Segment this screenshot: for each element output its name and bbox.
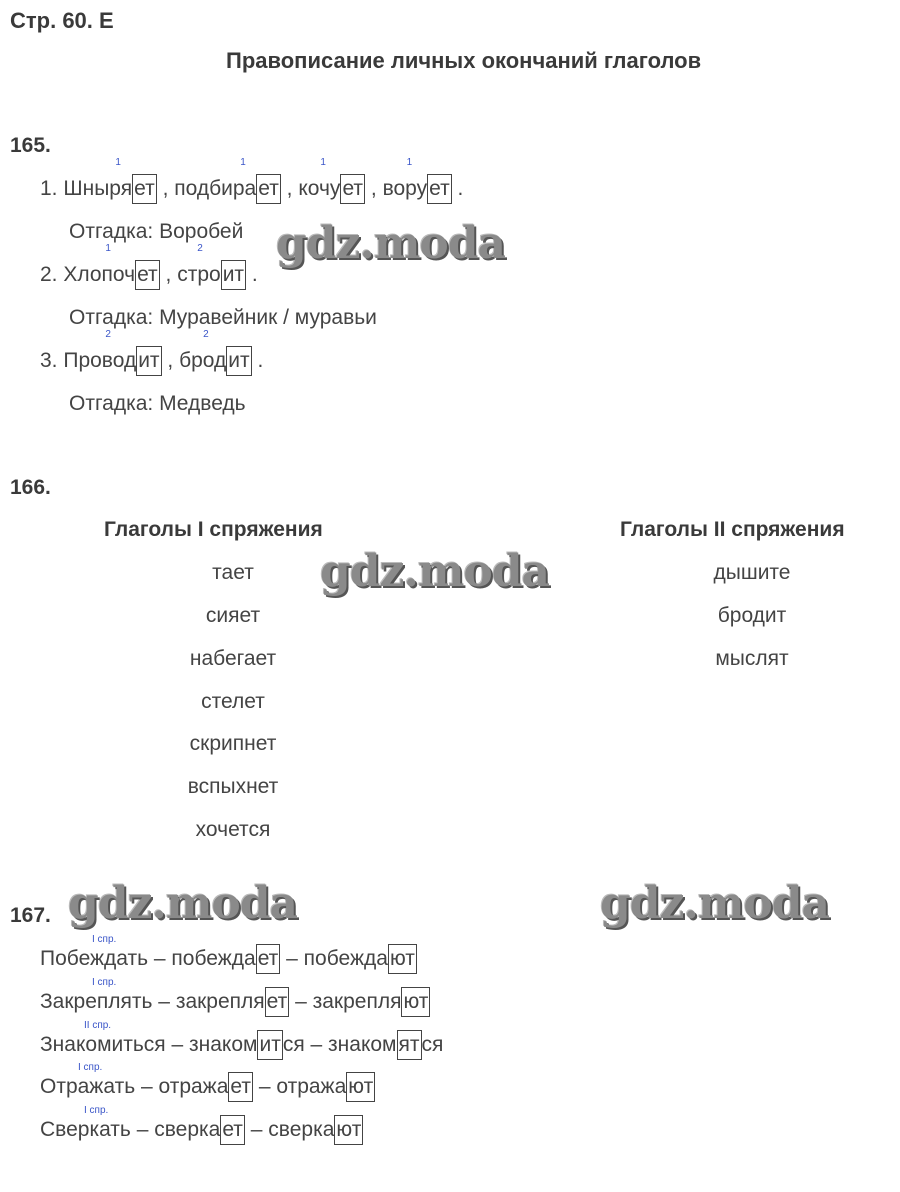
exercise-166-number: 166. (10, 476, 51, 499)
ending-box: ют (388, 944, 417, 974)
ending-box: ет (220, 1115, 245, 1145)
ending-box: ит (226, 346, 251, 376)
ending-box: ет (256, 944, 281, 974)
column-1-title: Глаголы I спряжения (104, 518, 323, 541)
exercise-167-row: I спр. Отражать – отражает – отражают (40, 1072, 375, 1102)
list-item: мыслят (715, 647, 789, 670)
ending-box: ют (401, 987, 430, 1017)
ending-box: ят (397, 1030, 422, 1060)
exercise-165-answer-2: Отгадка: Муравейник / муравьи (69, 306, 377, 329)
ending-box: ит (221, 260, 246, 290)
page-label: Стр. 60. Е (10, 8, 114, 33)
ending-box: ит (136, 346, 161, 376)
list-item: сияет (205, 604, 261, 627)
list-item: хочется (195, 818, 271, 841)
ending-box: ет (132, 174, 157, 204)
exercise-165-answer-3: Отгадка: Медведь (69, 392, 246, 415)
exercise-165-number: 165. (10, 134, 51, 157)
watermark-logo: gdz.moda (600, 878, 830, 929)
column-2-title: Глаголы II спряжения (620, 518, 845, 541)
exercise-167-row: I спр. Сверкать – сверкает – сверкают (40, 1115, 363, 1145)
page-title: Правописание личных окончаний глаголов (226, 48, 702, 73)
ending-box: ет (340, 174, 365, 204)
ending-box: ет (228, 1072, 253, 1102)
ending-box: ют (334, 1115, 363, 1145)
exercise-165-line-2: 2. 1 Хлопочет , 2 строит . (40, 260, 258, 290)
exercise-167-row: I спр. Закреплять – закрепляет – закрепляют (40, 987, 430, 1017)
list-item: тает (212, 561, 254, 584)
watermark-logo: gdz.moda (276, 218, 506, 269)
watermark-logo: gdz.moda (68, 878, 298, 929)
ending-box: ет (427, 174, 452, 204)
list-item: стелет (201, 690, 265, 713)
list-item: бродит (717, 604, 787, 627)
ending-box: ют (346, 1072, 375, 1102)
exercise-167-row: I спр. Побеждать – побеждает – побеждают (40, 944, 417, 974)
ending-box: ет (256, 174, 281, 204)
ending-box: ет (265, 987, 290, 1017)
watermark-logo: gdz.moda (320, 546, 550, 597)
exercise-167-number: 167. (10, 904, 51, 927)
list-item: набегает (189, 647, 277, 670)
exercise-165-answer-1: Отгадка: Воробей (69, 220, 244, 243)
exercise-165-line-3: 3. 2 Проводит , 2 бродит . (40, 346, 263, 376)
ending-box: ет (135, 260, 160, 290)
list-item: вспыхнет (187, 775, 279, 798)
exercise-167-row: II спр. Знакомиться – знакомится – знакомятся (40, 1030, 443, 1060)
exercise-165-line-1: 1. 1 Шныряет , 1 подбирает , 1 кочует , 1 ворует . (40, 174, 463, 204)
list-item: дышите (713, 561, 791, 584)
ending-box: ит (257, 1030, 282, 1060)
list-item: скрипнет (189, 732, 277, 755)
